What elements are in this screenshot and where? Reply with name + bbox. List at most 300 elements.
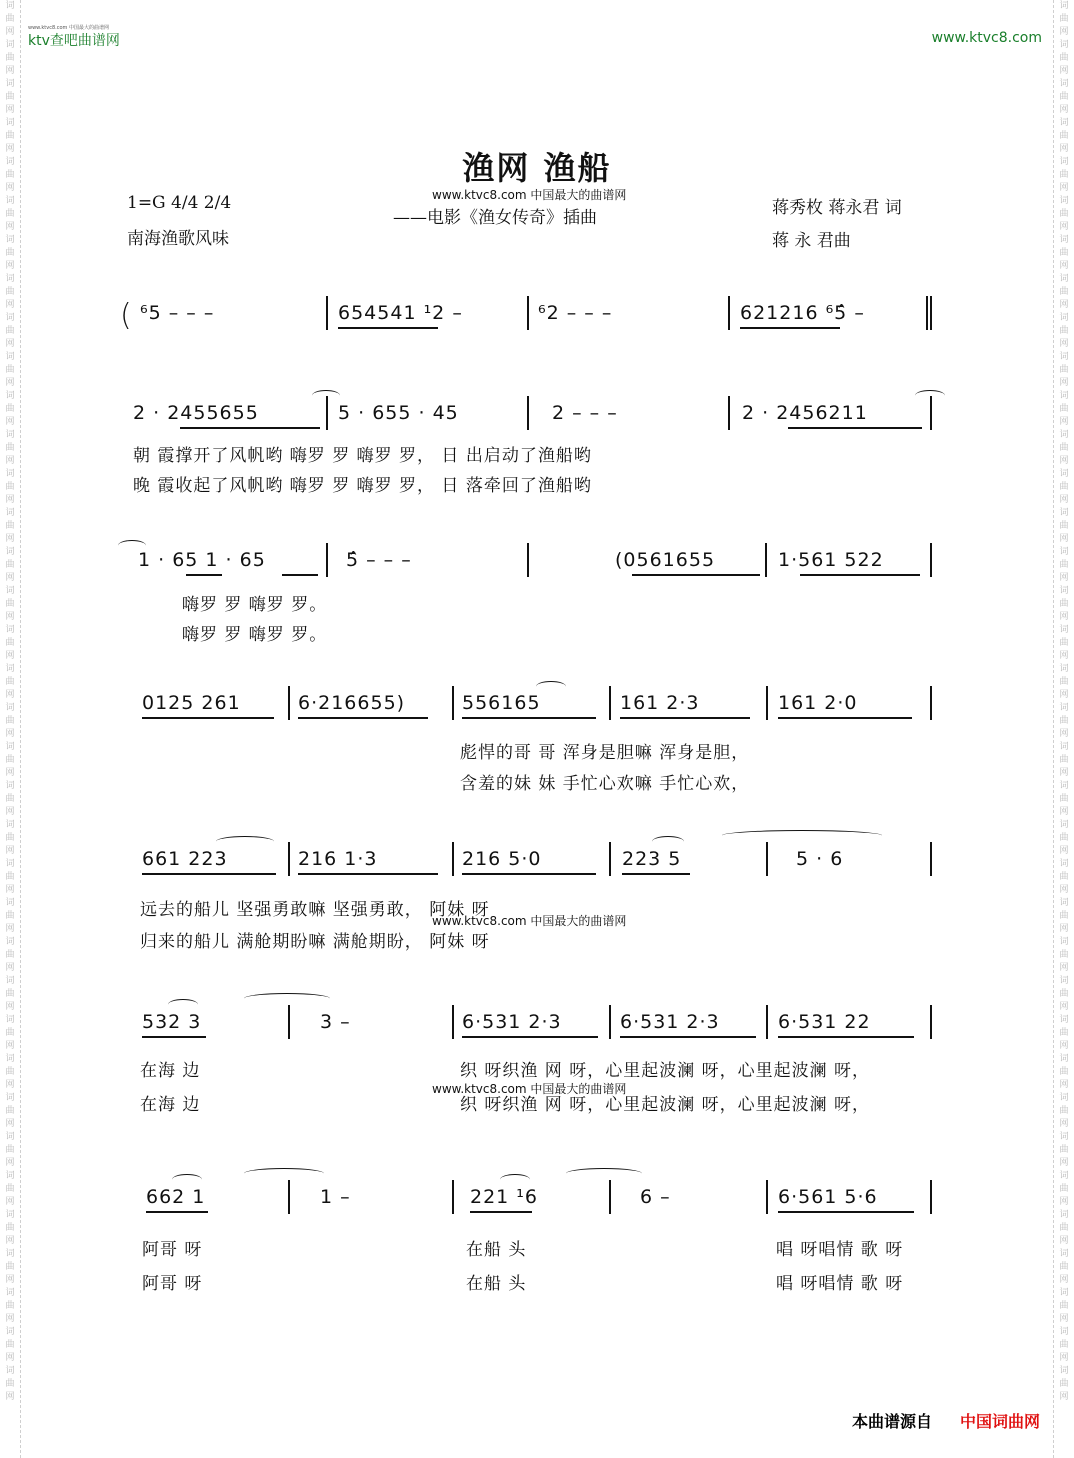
barline	[926, 296, 928, 330]
margin-watermark-char: 网	[1059, 1119, 1069, 1129]
margin-watermark-char: 网	[5, 1158, 15, 1168]
measure: 661 223	[142, 848, 228, 870]
lyric-verse-1-cont: 织 呀织渔 网 呀，心里起波澜 呀，心里起波澜 呀，	[460, 1061, 871, 1081]
underline	[632, 574, 760, 576]
margin-watermark-char: 网	[1059, 729, 1069, 739]
style-note: 南海渔歌风味	[127, 229, 229, 249]
margin-watermark-char: 词	[5, 625, 15, 635]
barline	[766, 842, 768, 876]
margin-watermark-char: 词	[1059, 157, 1069, 167]
margin-watermark-char: 网	[5, 1353, 15, 1363]
margin-watermark-char: 词	[1059, 508, 1069, 518]
site-url[interactable]: www.ktvc8.com	[931, 30, 1042, 46]
margin-watermark-char: 词	[1059, 1327, 1069, 1337]
margin-watermark-char: 网	[1059, 105, 1069, 115]
tie	[244, 993, 330, 1004]
lyric-verse-2: 晚 霞收起了风帆哟 嗨罗 罗 嗨罗 罗， 日 落牵回了渔船哟	[133, 476, 592, 496]
margin-watermark-char: 词	[1059, 547, 1069, 557]
margin-watermark-char: 网	[1059, 1236, 1069, 1246]
lyric-verse-1-end: 唱 呀唱情 歌 呀	[776, 1240, 904, 1260]
margin-watermark-char: 曲	[1059, 716, 1069, 726]
barline	[930, 296, 932, 330]
barline	[452, 1180, 454, 1214]
underline	[462, 717, 596, 719]
margin-watermark-char: 词	[1059, 937, 1069, 947]
barline	[766, 686, 768, 720]
measure: 161 2·0	[778, 692, 858, 714]
margin-watermark-char: 曲	[5, 677, 15, 687]
margin-watermark-char: 曲	[1059, 131, 1069, 141]
margin-watermark-char: 词	[5, 1288, 15, 1298]
margin-watermark-char: 网	[1059, 495, 1069, 505]
slur	[500, 1174, 530, 1185]
margin-watermark-char: 曲	[1059, 365, 1069, 375]
underline	[620, 717, 750, 719]
barline	[930, 1180, 932, 1214]
margin-watermark-char: 词	[5, 1132, 15, 1142]
margin-watermark-char: 曲	[1059, 1340, 1069, 1350]
margin-watermark-char: 曲	[5, 1301, 15, 1311]
margin-watermark-char: 词	[5, 430, 15, 440]
margin-watermark-char: 网	[1059, 261, 1069, 271]
measure: 0125 261	[142, 692, 241, 714]
margin-watermark-char: 词	[1059, 586, 1069, 596]
margin-watermark-char: 词	[5, 196, 15, 206]
margin-watermark-char: 曲	[5, 248, 15, 258]
margin-watermark-char: 词	[1059, 781, 1069, 791]
margin-watermark-char: 曲	[1059, 404, 1069, 414]
margin-watermark-char: 网	[5, 885, 15, 895]
margin-watermark-char: 词	[5, 157, 15, 167]
underline	[462, 1036, 598, 1038]
margin-watermark-char: 曲	[5, 365, 15, 375]
measure: 5 · 6	[796, 848, 844, 870]
margin-watermark-char: 词	[5, 547, 15, 557]
barline	[527, 296, 529, 330]
margin-watermark-char: 曲	[5, 755, 15, 765]
margin-watermark-char: 网	[5, 183, 15, 193]
open-paren: (	[120, 298, 133, 333]
lyric-verse-1: 在海 边	[140, 1061, 201, 1081]
margin-watermark-char: 网	[1059, 768, 1069, 778]
margin-watermark-char: 曲	[1059, 599, 1069, 609]
margin-watermark-char: 词	[1059, 1288, 1069, 1298]
margin-watermark-char: 曲	[1059, 482, 1069, 492]
margin-watermark-char: 网	[5, 1236, 15, 1246]
margin-watermark-char: 词	[5, 1171, 15, 1181]
margin-watermark-char: 词	[1059, 742, 1069, 752]
margin-watermark-char: 词	[5, 79, 15, 89]
lyric-verse-1: 朝 霞撑开了风帆哟 嗨罗 罗 嗨罗 罗， 日 出启动了渔船哟	[133, 446, 592, 466]
underline	[622, 873, 690, 875]
measure: 6 –	[640, 1186, 671, 1208]
margin-watermark-char: 网	[1059, 534, 1069, 544]
margin-watermark-char: 曲	[5, 1223, 15, 1233]
margin-watermark-char: 网	[1059, 846, 1069, 856]
measure: 5 · 655 · 45	[338, 402, 459, 424]
margin-watermark-char: 词	[5, 781, 15, 791]
margin-watermark-char: 曲	[5, 1067, 15, 1077]
underline	[740, 327, 840, 329]
margin-watermark-char: 网	[5, 144, 15, 154]
margin-watermark-char: 网	[1059, 144, 1069, 154]
underline	[298, 873, 438, 875]
measure: 6·531 2·3	[462, 1011, 562, 1033]
underline	[282, 574, 318, 576]
measure: 662 1	[146, 1186, 206, 1208]
barline	[766, 1180, 768, 1214]
margin-watermark-char: 词	[1059, 469, 1069, 479]
margin-watermark-char: 曲	[5, 482, 15, 492]
margin-watermark-char: 词	[1059, 625, 1069, 635]
barline	[930, 686, 932, 720]
tie	[722, 830, 882, 841]
margin-watermark-char: 词	[5, 703, 15, 713]
margin-watermark-char: 网	[5, 105, 15, 115]
measure: 161 2·3	[620, 692, 700, 714]
lyric-verse-2-cont: 在船 头	[466, 1274, 527, 1294]
margin-watermark-char: 词	[5, 898, 15, 908]
margin-watermark-char: 曲	[5, 1262, 15, 1272]
margin-watermark-char: 词	[5, 820, 15, 830]
tie	[566, 1168, 642, 1179]
margin-watermark-char: 网	[5, 924, 15, 934]
margin-watermark-char: 曲	[5, 1184, 15, 1194]
margin-watermark-char: 网	[5, 1275, 15, 1285]
barline	[930, 396, 932, 430]
margin-watermark-char: 词	[1059, 703, 1069, 713]
measure: 1 –	[320, 1186, 351, 1208]
margin-watermark-char: 网	[5, 495, 15, 505]
margin-watermark-char: 词	[1059, 118, 1069, 128]
margin-watermark-char: 网	[1059, 1002, 1069, 1012]
margin-watermark-char: 网	[1059, 1041, 1069, 1051]
margin-watermark-char: 词	[1059, 820, 1069, 830]
margin-watermark-char: 词	[1059, 976, 1069, 986]
margin-watermark-char: 词	[5, 976, 15, 986]
margin-watermark-char: 曲	[5, 404, 15, 414]
margin-watermark-char: 曲	[1059, 170, 1069, 180]
margin-watermark-char: 曲	[1059, 53, 1069, 63]
margin-watermark-char: 曲	[1059, 833, 1069, 843]
margin-watermark-char: 曲	[5, 1340, 15, 1350]
barline	[326, 296, 328, 330]
measure: 221 ¹6	[470, 1186, 539, 1208]
margin-watermark-char: 网	[5, 612, 15, 622]
margin-watermark-char: 词	[5, 1366, 15, 1376]
left-margin-watermark	[0, 0, 21, 1458]
margin-watermark-char: 词	[5, 508, 15, 518]
margin-watermark-char: 曲	[5, 326, 15, 336]
barline	[766, 1005, 768, 1039]
margin-watermark-char: 网	[1059, 1392, 1069, 1402]
margin-watermark-char: 词	[1059, 391, 1069, 401]
margin-watermark-char: 曲	[5, 560, 15, 570]
watermark-mid: www.ktvc8.com 中国最大的曲谱网	[432, 914, 627, 928]
margin-watermark-char: 曲	[1059, 1067, 1069, 1077]
margin-watermark-char: 曲	[5, 14, 15, 24]
barline	[930, 842, 932, 876]
margin-watermark-char: 曲	[5, 443, 15, 453]
margin-watermark-char: 词	[1059, 859, 1069, 869]
margin-watermark-char: 曲	[1059, 209, 1069, 219]
margin-watermark-char: 网	[1059, 456, 1069, 466]
underline	[800, 574, 920, 576]
barline	[527, 543, 529, 577]
margin-watermark-char: 词	[1059, 430, 1069, 440]
barline	[930, 1005, 932, 1039]
margin-watermark-char: 曲	[5, 833, 15, 843]
margin-watermark-char: 网	[5, 1119, 15, 1129]
margin-watermark-char: 网	[5, 1002, 15, 1012]
measure: ⁶5 – – –	[140, 302, 215, 324]
barline	[452, 686, 454, 720]
margin-watermark-char: 网	[1059, 690, 1069, 700]
subtitle: ——电影《渔女传奇》插曲	[393, 208, 597, 228]
margin-watermark-char: 词	[1059, 352, 1069, 362]
margin-watermark-char: 曲	[1059, 677, 1069, 687]
barline	[452, 842, 454, 876]
measure: 654541 ¹2 –	[338, 302, 463, 324]
margin-watermark-char: 网	[5, 1080, 15, 1090]
margin-watermark-char: 网	[1059, 651, 1069, 661]
lyric-verse-1: 远去的船儿 坚强勇敢嘛 坚强勇敢， 阿妹 呀	[140, 900, 490, 920]
margin-watermark-char: 词	[5, 274, 15, 284]
margin-watermark-char: 词	[5, 352, 15, 362]
underline	[778, 1211, 914, 1213]
watermark-title: www.ktvc8.com 中国最大的曲谱网	[432, 188, 627, 202]
underline	[186, 574, 222, 576]
margin-watermark-char: 网	[5, 651, 15, 661]
margin-watermark-char: 网	[5, 339, 15, 349]
margin-watermark-char: 网	[5, 768, 15, 778]
barline	[326, 543, 328, 577]
margin-watermark-char: 词	[5, 1210, 15, 1220]
margin-watermark-char: 曲	[5, 716, 15, 726]
margin-watermark-char: 词	[1059, 1054, 1069, 1064]
underline	[142, 1036, 206, 1038]
underline	[298, 717, 428, 719]
margin-watermark-char: 曲	[1059, 989, 1069, 999]
margin-watermark-char: 网	[1059, 1197, 1069, 1207]
measure: 3 –	[320, 1011, 351, 1033]
margin-watermark-char: 网	[5, 1197, 15, 1207]
margin-watermark-char: 曲	[5, 911, 15, 921]
site-tagline-small: www.ktvc8.com 中国最大的曲谱网	[28, 25, 110, 31]
margin-watermark-char: 网	[5, 27, 15, 37]
margin-watermark-char: 网	[1059, 1353, 1069, 1363]
margin-watermark-char: 网	[5, 1392, 15, 1402]
margin-watermark-char: 网	[1059, 885, 1069, 895]
margin-watermark-char: 网	[1059, 378, 1069, 388]
underline	[142, 873, 276, 875]
measure: ⁶2 – – –	[538, 302, 613, 324]
barline	[930, 543, 932, 577]
margin-watermark-char: 词	[5, 664, 15, 674]
site-logo-text[interactable]: ktv查吧曲谱网	[28, 33, 120, 49]
margin-watermark-char: 曲	[1059, 560, 1069, 570]
margin-watermark-char: 词	[5, 1, 15, 11]
margin-watermark-char: 曲	[5, 131, 15, 141]
underline	[142, 717, 274, 719]
underline	[788, 427, 922, 429]
underline	[180, 427, 320, 429]
margin-watermark-char: 网	[1059, 417, 1069, 427]
margin-watermark-char: 曲	[5, 872, 15, 882]
barline	[609, 686, 611, 720]
margin-watermark-char: 词	[5, 1015, 15, 1025]
measure: 2 – – –	[552, 402, 618, 424]
margin-watermark-char: 曲	[5, 638, 15, 648]
margin-watermark-char: 网	[1059, 612, 1069, 622]
margin-watermark-char: 词	[5, 391, 15, 401]
margin-watermark-char: 词	[1059, 1210, 1069, 1220]
margin-watermark-char: 词	[1059, 1366, 1069, 1376]
margin-watermark-char: 词	[5, 469, 15, 479]
margin-watermark-char: 网	[1059, 222, 1069, 232]
margin-watermark-char: 网	[5, 807, 15, 817]
margin-watermark-char: 网	[1059, 1314, 1069, 1324]
measure: 532 3	[142, 1011, 202, 1033]
measure: 6·216655)	[298, 692, 406, 714]
margin-watermark-char: 网	[5, 846, 15, 856]
margin-watermark-char: 网	[1059, 963, 1069, 973]
right-margin-watermark	[1053, 0, 1074, 1458]
margin-watermark-char: 曲	[1059, 443, 1069, 453]
margin-watermark-char: 网	[5, 417, 15, 427]
margin-watermark-char: 词	[1059, 1015, 1069, 1025]
margin-watermark-char: 网	[1059, 300, 1069, 310]
barline	[288, 842, 290, 876]
margin-watermark-char: 网	[5, 1041, 15, 1051]
margin-watermark-char: 词	[1059, 664, 1069, 674]
margin-watermark-char: 曲	[1059, 92, 1069, 102]
margin-watermark-char: 曲	[5, 521, 15, 531]
margin-watermark-char: 曲	[1059, 1262, 1069, 1272]
margin-watermark-char: 曲	[1059, 1028, 1069, 1038]
margin-watermark-char: 网	[5, 1314, 15, 1324]
margin-watermark-char: 词	[1059, 235, 1069, 245]
margin-watermark-char: 词	[5, 1093, 15, 1103]
margin-watermark-char: 曲	[5, 287, 15, 297]
underline	[778, 1036, 914, 1038]
margin-watermark-char: 词	[1059, 1, 1069, 11]
margin-watermark-char: 词	[1059, 1249, 1069, 1259]
margin-watermark-char: 曲	[5, 1028, 15, 1038]
composer: 蒋 永 君曲	[772, 231, 851, 251]
margin-watermark-char: 曲	[5, 1106, 15, 1116]
margin-watermark-char: 网	[5, 690, 15, 700]
margin-watermark-char: 曲	[1059, 326, 1069, 336]
margin-watermark-char: 曲	[1059, 1223, 1069, 1233]
measure: 216 1·3	[298, 848, 378, 870]
lyric-verse-2: 阿哥 呀	[142, 1274, 203, 1294]
margin-watermark-char: 网	[5, 300, 15, 310]
margin-watermark-char: 曲	[1059, 1145, 1069, 1155]
measure: (0561655	[615, 549, 716, 571]
lyric-verse-1: 彪悍的哥 哥 浑身是胆嘛 浑身是胆，	[460, 743, 750, 763]
margin-watermark-char: 曲	[1059, 872, 1069, 882]
underline	[620, 1036, 756, 1038]
barline	[609, 1180, 611, 1214]
measure: 6·561 5·6	[778, 1186, 878, 1208]
slur	[536, 681, 566, 692]
margin-watermark-char: 网	[1059, 66, 1069, 76]
lyric-verse-2: 嗨罗 罗 嗨罗 罗。	[182, 625, 328, 645]
margin-watermark-char: 曲	[1059, 950, 1069, 960]
margin-watermark-char: 词	[5, 937, 15, 947]
lyric-verse-2-cont: 织 呀织渔 网 呀，心里起波澜 呀，心里起波澜 呀，	[460, 1095, 871, 1115]
barline	[288, 1005, 290, 1039]
margin-watermark-char: 网	[5, 729, 15, 739]
underline	[338, 327, 438, 329]
margin-watermark-char: 词	[1059, 1171, 1069, 1181]
barline	[288, 686, 290, 720]
measure: 5̂ – – –	[346, 549, 412, 571]
lyric-verse-2-end: 唱 呀唱情 歌 呀	[776, 1274, 904, 1294]
margin-watermark-char: 词	[5, 40, 15, 50]
margin-watermark-char: 词	[1059, 274, 1069, 284]
source-site-link[interactable]: 中国词曲网	[959, 1412, 1040, 1431]
underline	[470, 1211, 532, 1213]
measure: 2 · 2456211	[742, 402, 868, 424]
underline	[462, 873, 596, 875]
margin-watermark-char: 词	[1059, 79, 1069, 89]
measure: 2 · 2455655	[133, 402, 259, 424]
margin-watermark-char: 词	[5, 313, 15, 323]
source-label: 本曲谱源自	[851, 1412, 932, 1431]
margin-watermark-char: 网	[1059, 1158, 1069, 1168]
margin-watermark-char: 词	[5, 1249, 15, 1259]
margin-watermark-char: 网	[1059, 1275, 1069, 1285]
measure: 621216 ⁶5̂ –	[740, 302, 865, 324]
margin-watermark-char: 网	[5, 378, 15, 388]
tie	[244, 1168, 324, 1179]
margin-watermark-char: 曲	[1059, 248, 1069, 258]
margin-watermark-char: 词	[1059, 196, 1069, 206]
margin-watermark-char: 曲	[1059, 287, 1069, 297]
watermark-low: www.ktvc8.com 中国最大的曲谱网	[432, 1082, 627, 1096]
margin-watermark-char: 网	[5, 456, 15, 466]
margin-watermark-char: 曲	[5, 209, 15, 219]
lyric-verse-1: 阿哥 呀	[142, 1240, 203, 1260]
margin-watermark-char: 网	[5, 534, 15, 544]
margin-watermark-char: 曲	[5, 950, 15, 960]
underline	[146, 1211, 208, 1213]
margin-watermark-char: 网	[5, 573, 15, 583]
margin-watermark-char: 曲	[1059, 14, 1069, 24]
margin-watermark-char: 网	[5, 66, 15, 76]
margin-watermark-char: 网	[1059, 1080, 1069, 1090]
margin-watermark-char: 词	[1059, 1093, 1069, 1103]
measure: 223 5	[622, 848, 682, 870]
margin-watermark-char: 词	[5, 742, 15, 752]
underline	[778, 717, 912, 719]
margin-watermark-char: 曲	[5, 92, 15, 102]
margin-watermark-char: 词	[5, 1327, 15, 1337]
margin-watermark-char: 曲	[1059, 794, 1069, 804]
slur	[216, 836, 274, 847]
measure: 1·561 522	[778, 549, 884, 571]
barline	[527, 396, 529, 430]
barline	[728, 296, 730, 330]
lyric-verse-2: 归来的船儿 满舱期盼嘛 满舱期盼， 阿妹 呀	[140, 932, 490, 952]
margin-watermark-char: 词	[1059, 898, 1069, 908]
margin-watermark-char: 词	[5, 118, 15, 128]
margin-watermark-char: 词	[5, 859, 15, 869]
margin-watermark-char: 网	[5, 963, 15, 973]
margin-watermark-char: 曲	[5, 599, 15, 609]
